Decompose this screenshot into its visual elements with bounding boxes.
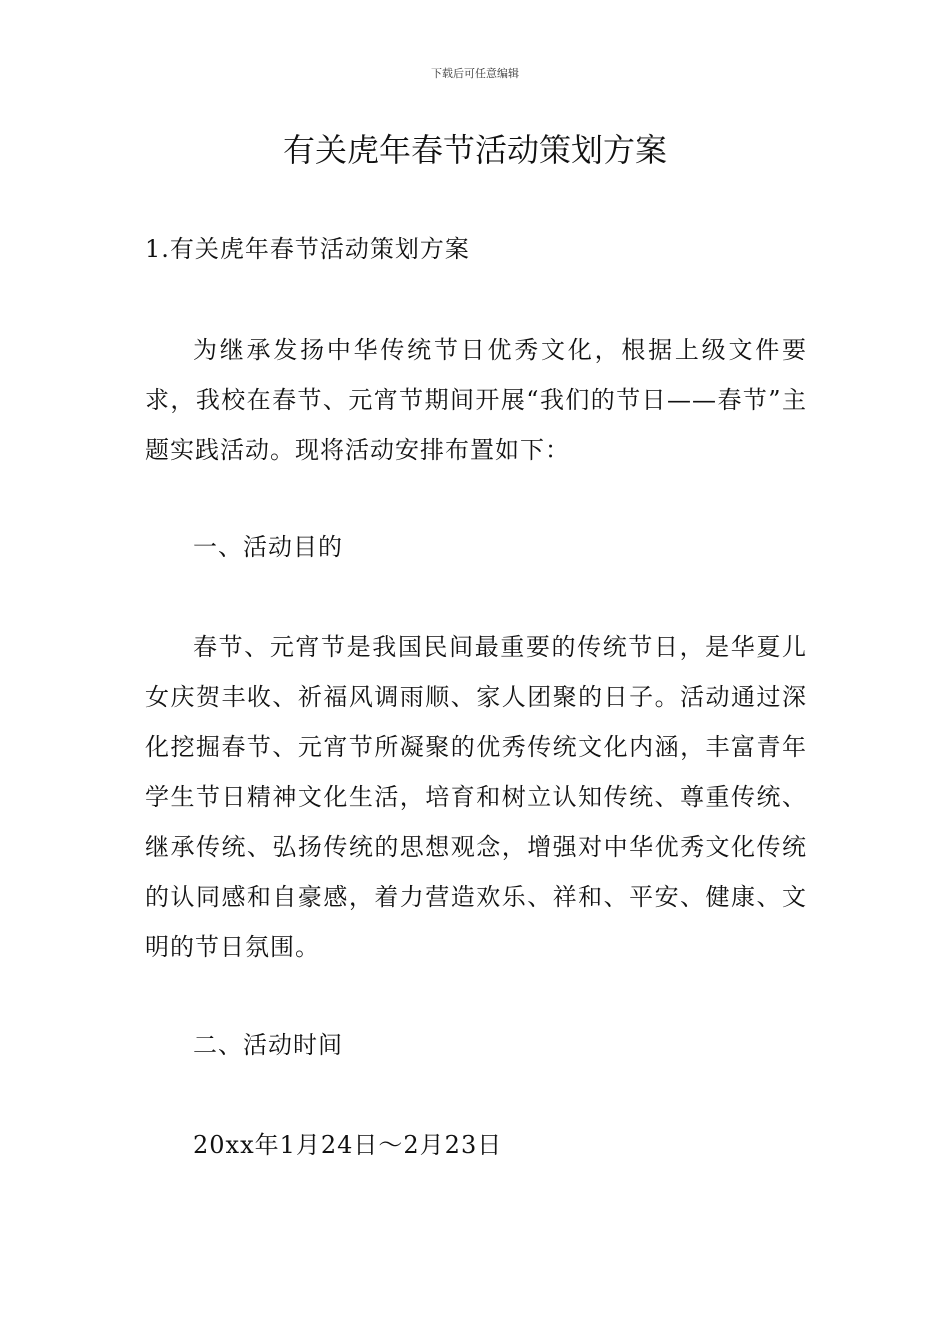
document-title: 有关虎年春节活动策划方案 — [282, 131, 667, 169]
purpose-paragraph: 春节、元宵节是我国民间最重要的传统节日，是华夏儿女庆贺丰收、祈福风调雨顺、家人团聚的日子。活动通过深化挖掘春节、元宵节所凝聚的优秀传统文化内涵，丰富青年学生节日精神文化生活，培育和树立认知传统、尊重传统、继承传统、弘扬传统的思想观念，增强对中华优秀文化传统的认同感和自豪感，着力营造欢乐、祥和、平安、健康、文明的节日氛围。 — [145, 633, 807, 961]
header-note: 下载后可任意编辑 — [431, 67, 519, 80]
date-range: 20xx年1月24日～2月23日 — [193, 1131, 503, 1159]
intro-paragraph: 为继承发扬中华传统节日优秀文化，根据上级文件要求，我校在春节、元宵节期间开展“我们的节日——春节”主题实践活动。现将活动安排布置如下： — [145, 336, 807, 464]
section-heading-time: 二、活动时间 — [193, 1031, 343, 1059]
section-heading-purpose: 一、活动目的 — [193, 533, 343, 561]
list-heading: 1.有关虎年春节活动策划方案 — [145, 235, 470, 263]
